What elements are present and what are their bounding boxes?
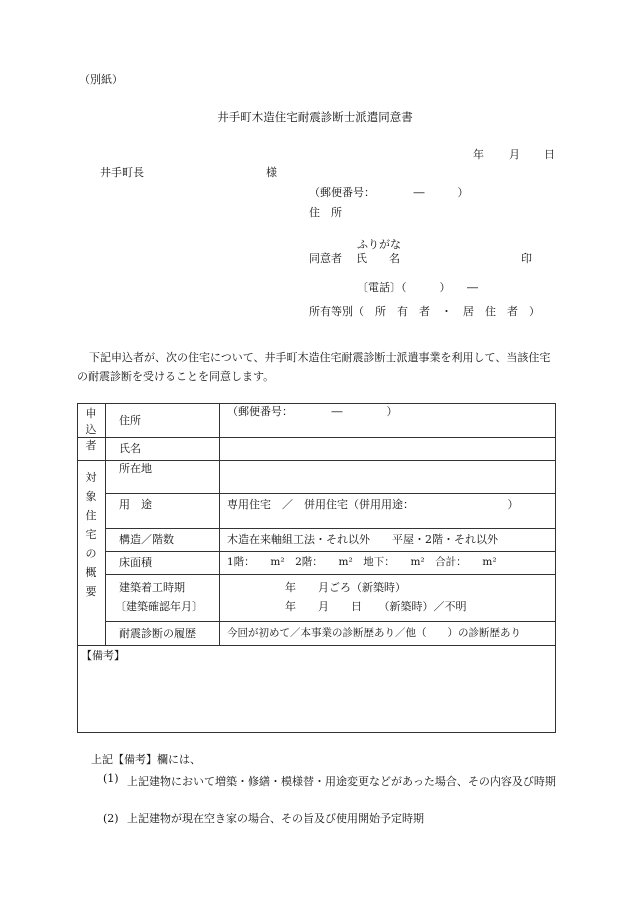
application-table (77, 403, 556, 733)
location-label: 所在地 (119, 462, 152, 475)
note-item-2-text: 上記建物が現在空き家の場合、その旨及び使用開始予定時期 (127, 812, 424, 825)
applicant-address-label: 住所 (119, 414, 141, 427)
page-title: 井手町木造住宅耐震診断士派遣同意書 (217, 110, 413, 124)
consenter-address-label: 住 所 (309, 206, 342, 219)
furigana-label: ふりがな (357, 238, 401, 251)
house-group-label: 対象住宅の概要 (85, 471, 97, 598)
building-confirmation-value: 年 月 日 （新築時）／不明 (285, 600, 467, 613)
diagnosis-history-options: 今回が初めて／本事業の診断歴あり／他（ ）の診断歴あり (227, 627, 521, 639)
date-month: 月 (509, 148, 520, 161)
floor-area-label: 床面積 (119, 556, 152, 569)
date-day: 日 (544, 148, 555, 161)
applicant-postal-code: （郵便番号： ― ） (227, 405, 398, 418)
consent-statement: 下記申込者が、次の住宅について、井手町木造住宅耐震診断士派遣事業を利用して、当該住宅の耐震診断を受けることを同意します。 (77, 351, 551, 383)
consenter-label: 同意者 (309, 252, 342, 265)
consenter-name-label: 氏 名 (356, 252, 400, 265)
date-year: 年 (473, 148, 484, 161)
construction-start-value: 年 月ごろ（新築時） (285, 581, 406, 594)
remarks-label: 【備考】 (81, 649, 125, 662)
note-item-1-text: 上記建物において増築・修繕・模様替・用途変更などがあった場合、その内容及び時期 (127, 775, 556, 788)
ownership-type: 所有等別（ 所 有 者 ・ 居 住 者 ） (309, 305, 540, 318)
attachment-label: （別紙） (79, 73, 123, 86)
addressee: 井手町長 (100, 166, 144, 179)
applicant-name-label: 氏名 (119, 442, 141, 455)
construction-start-label: 建築着工時期 (119, 581, 185, 594)
floor-area-values: 1階： m² 2階： m² 地下： m² 合計： m² (227, 556, 497, 568)
consenter-phone: 〔電話〕（ ） ― (357, 281, 478, 294)
structure-options: 木造在来軸組工法・それ以外 平屋・2階・それ以外 (227, 533, 498, 546)
building-confirmation-label: 〔建築確認年月〕 (115, 600, 203, 613)
remarks-note-intro: 上記【備考】欄には、 (91, 753, 201, 766)
consenter-postal-code: （郵便番号： ― ） (309, 186, 469, 199)
diagnosis-history-label: 耐震診断の履歴 (119, 627, 196, 640)
honorific: 様 (266, 166, 277, 179)
structure-label: 構造／階数 (119, 533, 174, 546)
applicant-group-label: 申込者 (85, 407, 97, 452)
use-label: 用 途 (119, 498, 152, 511)
note-item-1-number: (1) (103, 772, 119, 785)
note-item-2-number: (2) (103, 812, 119, 825)
seal-label: 印 (521, 252, 532, 265)
use-options: 専用住宅 ／ 併用住宅（併用用途： ） (227, 498, 519, 511)
